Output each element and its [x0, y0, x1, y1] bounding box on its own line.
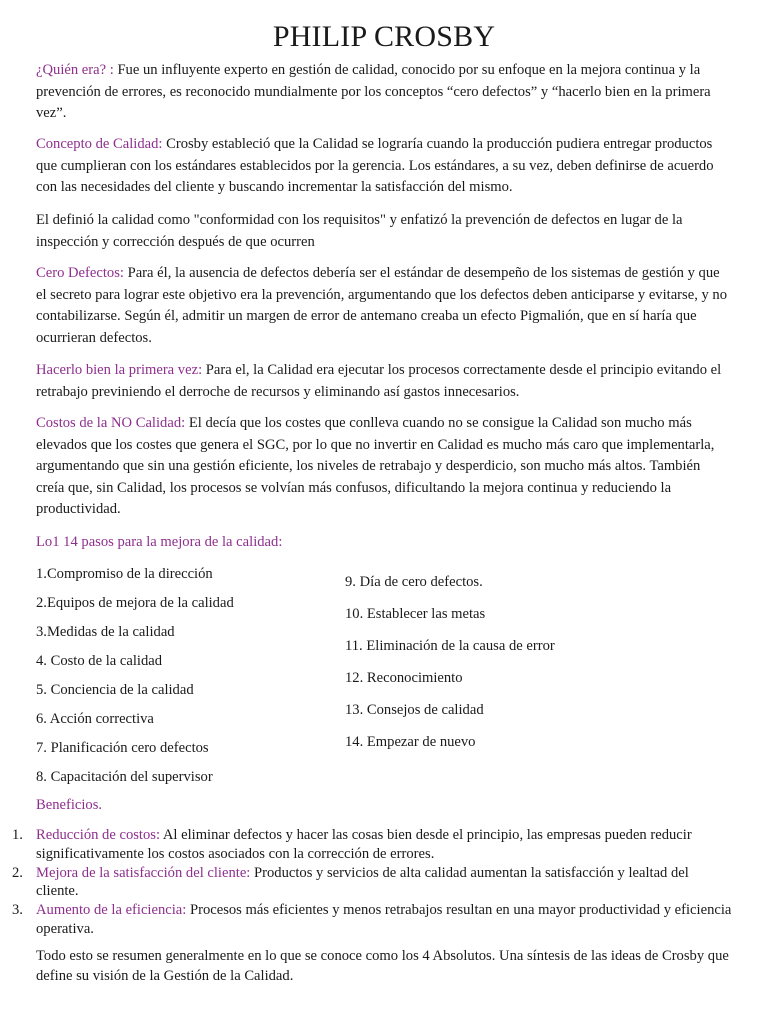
benefit-text: Procesos más eficientes y menos retrabajos resultan en una mayor productividad y eficiencia operativa.	[36, 902, 732, 937]
benefit-label: Aumento de la eficiencia:	[36, 902, 187, 918]
page-title: PHILIP CROSBY	[272, 20, 496, 53]
section-definicion	[36, 210, 732, 253]
steps-list-right	[345, 572, 732, 764]
step-item: 2.Equipos de mejora de la calidad	[36, 595, 234, 611]
benefit-text: Productos y servicios de alta calidad aumentan la satisfacción y lealtad del cliente.	[36, 864, 689, 899]
section-text: Fue un influyente experto en gestión de calidad, conocido por su enfoque en la mejora continua y la prevención de errores, es reconocido mundialmente por los conceptos “cero defectos” y “hacerlo bien en la primera vez”.	[36, 62, 711, 121]
step-item: 7. Planificación cero defectos	[36, 740, 209, 756]
benefit-label: Reducción de costos:	[36, 827, 161, 843]
section-costos-no-calidad	[36, 413, 732, 521]
steps-heading: Lo1 14 pasos para la mejora de la calidad:	[36, 534, 283, 550]
section-label: Concepto de Calidad:	[36, 136, 163, 152]
step-item: 14. Empezar de nuevo	[345, 734, 476, 750]
section-text: Para él, la ausencia de defectos debería ser el estándar de desempeño de los sistemas de gestión y que el secreto para lograr este objetivo era la prevención, argumentando que los defectos deben anticiparse y evitarse, y no contabilizarse. Según él, admitir un margen de error de antemano creaba un efecto Pigmalión, que en sí haría que ocurrieran defectos.	[36, 265, 728, 346]
benefit-item	[12, 864, 732, 901]
benefit-text: Al eliminar defectos y hacer las cosas bien desde el principio, las empresas pueden reducir significativamente los costos asociados con la corrección de errores.	[36, 827, 692, 862]
benefit-label: Mejora de la satisfacción del cliente:	[36, 864, 251, 881]
step-item: 10. Establecer las metas	[345, 606, 486, 622]
benefits-list	[12, 826, 732, 939]
step-item: 11. Eliminación de la causa de error	[345, 638, 555, 654]
section-label: Costos de la NO Calidad:	[36, 415, 186, 431]
step-item: 8. Capacitación del supervisor	[36, 769, 213, 785]
benefits-heading: Beneficios.	[36, 797, 103, 813]
step-item: 6. Acción correctiva	[36, 711, 154, 727]
closing-paragraph: Todo esto se resumen generalmente en lo que se conoce como los 4 Absolutos. Una síntesis de las ideas de Crosby que define su visión de la Gestión de la Calidad.	[36, 948, 729, 984]
step-item: 5. Conciencia de la calidad	[36, 682, 194, 698]
section-primera-vez	[36, 360, 732, 403]
section-quien-era	[36, 60, 732, 125]
benefit-item	[12, 826, 732, 863]
section-text: Crosby estableció que la Calidad se lograría cuando la producción pudiera entregar productos que cumplieran con los estándares establecidos por la gerencia. Los estándares, a su vez, deben definirse de acuerdo con las necesidades del cliente y buscando incrementar la satisfacción del mismo.	[36, 136, 714, 195]
section-label: Cero Defectos:	[36, 265, 124, 281]
section-text: El definió la calidad como "conformidad con los requisitos" y enfatizó la prevención de defectos en lugar de la inspección y corrección después de que ocurren	[36, 212, 683, 250]
section-concepto-calidad	[36, 134, 732, 199]
step-item: 1.Compromiso de la dirección	[36, 566, 213, 582]
step-item: 3.Medidas de la calidad	[36, 624, 175, 640]
benefit-number: 2.	[12, 864, 23, 881]
section-cero-defectos	[36, 263, 732, 349]
benefit-item	[12, 901, 732, 938]
document-page	[12, 0, 732, 984]
section-label: ¿Quién era? :	[36, 62, 114, 78]
step-item: 4. Costo de la calidad	[36, 653, 163, 669]
steps-list-left	[36, 564, 336, 796]
step-item: 12. Reconocimiento	[345, 670, 463, 686]
step-item: 13. Consejos de calidad	[345, 702, 484, 718]
section-label: Hacerlo bien la primera vez:	[36, 362, 203, 378]
section-text: Para el, la Calidad era ejecutar los procesos correctamente desde el principio evitando el retrabajo previniendo el derroche de recursos y eliminando así gastos innecesarios.	[36, 362, 722, 400]
section-text: El decía que los costes que conlleva cuando no se consigue la Calidad son mucho más elevados que los costes que genera el SGC, por lo que no invertir en Calidad es mucho más caro que implementarla, argumentando que sin una gestión eficiente, los niveles de retrabajo y desperdicio, son mucho más altos. También creía que, sin Calidad, los procesos se volvían más confusos, dificultando la mejora continua y reduciendo la productividad.	[36, 415, 715, 517]
benefit-number: 1.	[12, 827, 23, 843]
step-item: 9. Día de cero defectos.	[345, 574, 483, 590]
benefit-number: 3.	[12, 902, 23, 918]
